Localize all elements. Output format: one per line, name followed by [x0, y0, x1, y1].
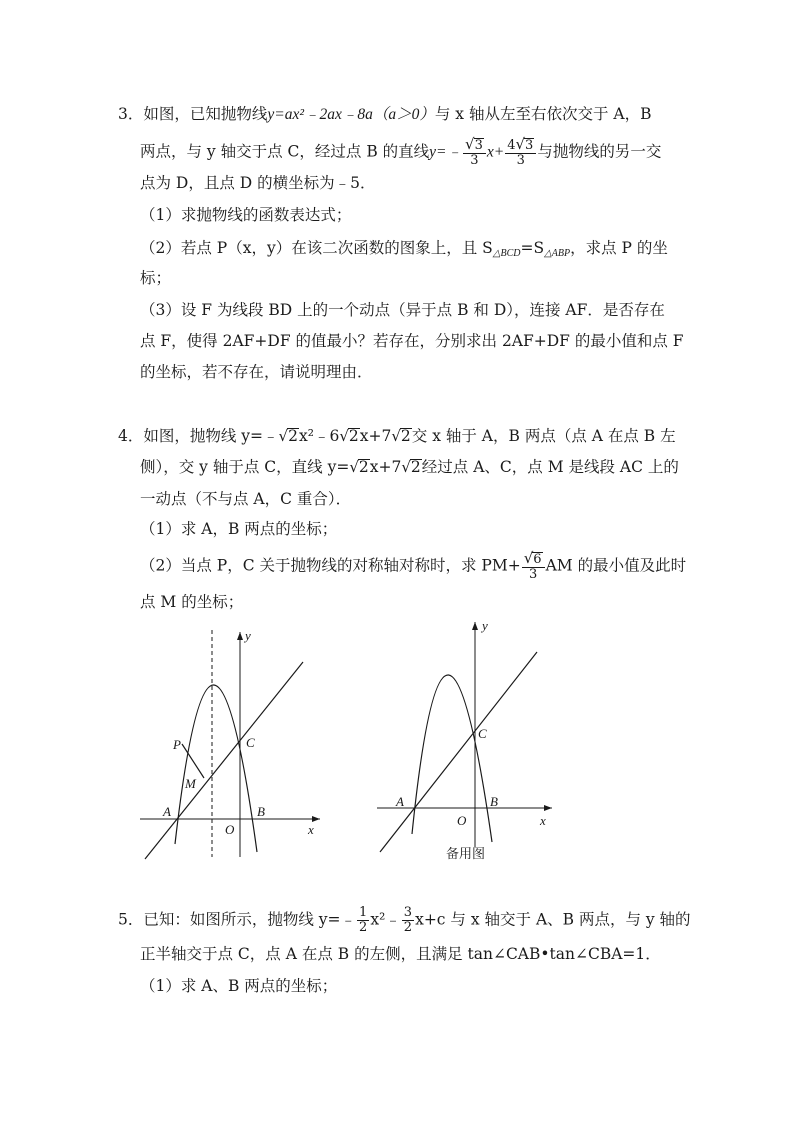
figure-1 — [135, 622, 325, 862]
p4-q2 — [140, 551, 686, 582]
fig1-parabola — [175, 685, 257, 852]
p3-frac2: $\frac{4√3}{3}$ — [505, 137, 536, 168]
fig1-segment-pm — [182, 744, 204, 778]
p3-q1: （1）求抛物线的函数表达式； — [140, 206, 352, 224]
p4-frac: $\frac{√6}{3}$ — [522, 551, 545, 582]
p4-l1c: x+7 — [359, 427, 392, 445]
p4-r2c: 2 — [400, 427, 411, 445]
figure-2 — [372, 612, 557, 867]
p3-line1 — [118, 104, 651, 125]
p3-q3c: 的坐标，若不存在，请说明理由． — [140, 363, 373, 381]
p3-q2d: 标； — [140, 269, 172, 287]
p4-l2b: x+7 — [369, 458, 402, 476]
p4-q2c: 点 M 的坐标； — [140, 593, 244, 611]
p3-eq: y=ax²﹣2ax﹣8a（a＞0） — [267, 106, 435, 123]
p4-r6: 6 — [533, 552, 542, 567]
p3-q2c: ，求点 P 的坐 — [570, 239, 668, 257]
fig1-y-arrow — [237, 632, 243, 640]
p4-line3: 一动点（不与点 A，C 重合）． — [140, 490, 352, 508]
p3-l1a: 3．如图，已知抛物线 — [118, 105, 268, 123]
fig1-label-c: C — [246, 735, 255, 750]
p5-d2: 2 — [403, 920, 413, 935]
p4-l2c: 经过点 A、C，点 M 是线段 AC 上的 — [421, 458, 679, 476]
p5-d1: 2 — [359, 920, 368, 935]
fig2-y-arrow — [472, 622, 478, 630]
p3-four: 4 — [507, 138, 516, 153]
p3-q2a: （2）若点 P（x，y）在该二次函数的图象上，且 S — [140, 239, 493, 257]
fig2-label-a: A — [396, 794, 404, 809]
p5-n1: 1 — [359, 905, 368, 920]
p4-line2: 侧），交 y 轴于点 C，直线 y=√2x+7√2经过点 A、C，点 M 是线段 AC 上的 — [140, 458, 679, 476]
fig1-label-m: M — [185, 776, 196, 791]
p3-sqrt3b: 3 — [525, 138, 534, 153]
fig2-parabola — [412, 675, 492, 842]
fig1-line-ac — [145, 662, 303, 859]
p4-l1d: 交 x 轴于 A，B 两点（点 A 在点 B 左 — [411, 427, 676, 445]
fig1-label-x: x — [308, 822, 314, 837]
fig2-caption: 备用图 — [446, 847, 486, 862]
p3-q3a: （3）设 F 为线段 BD 上的一个动点（异于点 B 和 D），连接 AF．是否存在 — [140, 301, 665, 319]
p4-q2a: （2）当点 P，C 关于抛物线的对称轴对称时，求 PM+ — [140, 556, 521, 575]
p3-q3b: 点 F，使得 2AF+DF 的值最小？若存在，分别求出 2AF+DF 的最小值和点 F — [140, 332, 684, 350]
fig2-label-x: x — [540, 813, 546, 828]
p3-l2c: x+ — [486, 143, 505, 161]
fig1-label-p: P — [173, 737, 181, 752]
p4-line1: 4．如图，抛物线 y=﹣√2x²﹣6√2x+7√2交 x 轴于 A，B 两点（点 A 在点 B 左 — [118, 427, 676, 445]
p5-n2: 3 — [403, 905, 413, 920]
fig2-label-b: B — [490, 794, 498, 809]
p5-frac1 — [357, 906, 369, 935]
fig1-label-a: A — [163, 804, 171, 819]
p4-l1a: 4．如图，抛物线 y=﹣ — [118, 427, 279, 445]
p3-den1: 3 — [470, 153, 479, 168]
fig2-label-y: y — [482, 618, 488, 633]
p4-q2b: AM 的最小值及此时 — [545, 556, 687, 575]
p4-q1: （1）求 A，B 两点的坐标； — [140, 520, 338, 538]
p5-l1b: x²﹣ — [370, 910, 401, 929]
p3-q2s2: △ABP — [544, 248, 571, 259]
fig2-label-c: C — [478, 726, 487, 741]
p3-l2d: 与抛物线的另一交 — [537, 142, 662, 161]
p5-line2: 正半轴交于点 C，点 A 在点 B 的左侧，且满足 tan∠CAB•tan∠CBA=1． — [140, 945, 661, 963]
p3-den2: 3 — [516, 153, 525, 168]
p5-l1a: 5．已知：如图所示，抛物线 y=﹣ — [118, 910, 357, 929]
p3-l1c: 与 x 轴从左至右依次交于 A，B — [434, 105, 652, 123]
p4-r2d: 2 — [358, 458, 369, 476]
p3-q2 — [140, 238, 668, 264]
p5-q1: （1）求 A、B 两点的坐标； — [140, 977, 338, 995]
p5-l1c: x+c 与 x 轴交于 A、B 两点，与 y 轴的 — [415, 910, 691, 929]
p5-line1 — [118, 906, 691, 935]
p5-frac2 — [402, 906, 414, 935]
p3-l2a: 两点，与 y 轴交于点 C，经过点 B 的直线 — [140, 142, 430, 161]
fig1-label-b: B — [257, 804, 265, 819]
p4-r2b: 2 — [348, 427, 359, 445]
fig1-label-y: y — [245, 628, 251, 643]
fig1-label-o: O — [225, 822, 235, 837]
p3-sqrt3a: 3 — [474, 138, 483, 153]
p4-den: 3 — [529, 567, 538, 582]
p3-q2b: =S — [520, 239, 545, 257]
p3-line2 — [140, 137, 661, 168]
p4-l1b: x²﹣6 — [298, 427, 340, 445]
p4-r2a: 2 — [288, 427, 298, 445]
p3-frac1: $\frac{√3}{3}$ — [463, 137, 486, 168]
p3-l2b: y=﹣ — [429, 143, 462, 161]
p4-l2a: 侧），交 y 轴于点 C，直线 y= — [140, 458, 350, 476]
fig2-label-o: O — [457, 813, 467, 828]
p3-line3: 点为 D，且点 D 的横坐标为﹣5． — [140, 174, 376, 192]
p3-q2s1: △BCD — [492, 248, 521, 259]
p4-r2e: 2 — [410, 458, 421, 476]
fig2-x-arrow — [544, 805, 552, 811]
